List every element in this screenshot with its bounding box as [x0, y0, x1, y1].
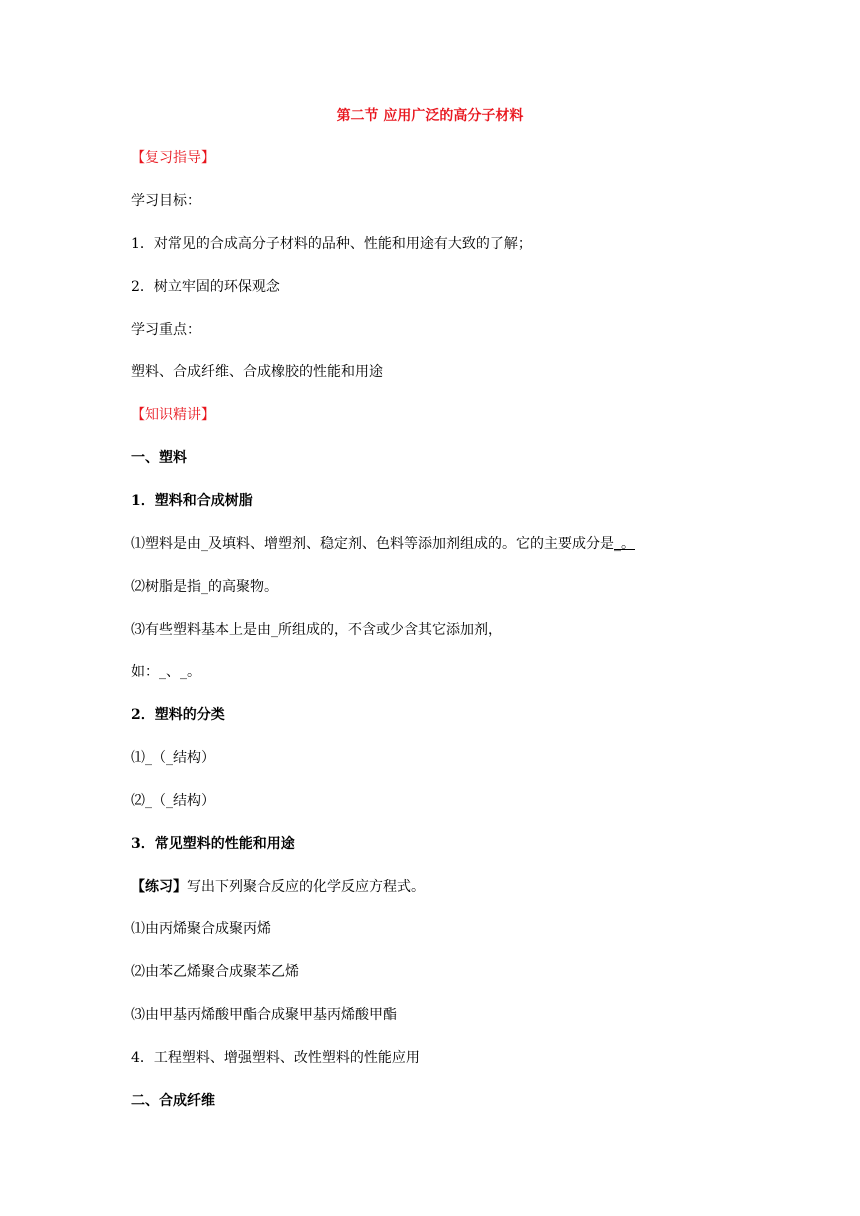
subsection-plastics-resin-heading: 1．塑料和合成树脂 — [131, 493, 253, 509]
learning-goals-label: 学习目标： — [131, 193, 201, 209]
classification-item-2: ⑵_（_结构） — [131, 793, 215, 809]
page-title: 第二节 应用广泛的高分子材料 — [336, 108, 524, 124]
knowledge-header: 【知识精讲】 — [131, 407, 215, 423]
paragraph-plastics-composition-text: ⑴塑料是由_及填料、增塑剂、稳定剂、色料等添加剂组成的。它的主要成分是 — [131, 536, 614, 552]
section-synthetic-fiber-heading: 二、合成纤维 — [131, 1093, 215, 1109]
exercise-item-3: ⑶由甲基丙烯酸甲酯合成聚甲基丙烯酸甲酯 — [131, 1007, 397, 1023]
learning-focus-text: 塑料、合成纤维、合成橡胶的性能和用途 — [131, 364, 383, 380]
subsection-classification-heading: 2．塑料的分类 — [131, 707, 225, 723]
exercise-text: 写出下列聚合反应的化学反应方程式。 — [187, 879, 425, 895]
item-engineering-plastics: 4．工程塑料、增强塑料、改性塑料的性能应用 — [131, 1050, 420, 1066]
classification-item-1: ⑴_（_结构） — [131, 750, 215, 766]
paragraph-pure-resin: ⑶有些塑料基本上是由_所组成的，不含或少含其它添加剂， — [131, 622, 502, 638]
paragraph-resin-definition: ⑵树脂是指_的高聚物。 — [131, 579, 278, 595]
learning-focus-label: 学习重点： — [131, 322, 201, 338]
exercise-label: 【练习】 — [131, 879, 187, 895]
fill-blank: _。 — [614, 536, 635, 552]
subsection-properties-heading: 3．常见塑料的性能和用途 — [131, 836, 295, 852]
learning-goal-1: 1．对常见的合成高分子材料的品种、性能和用途有大致的了解； — [131, 236, 532, 252]
paragraph-plastics-composition — [131, 534, 635, 554]
exercise-item-2: ⑵由苯乙烯聚合成聚苯乙烯 — [131, 964, 299, 980]
exercise-item-1: ⑴由丙烯聚合成聚丙烯 — [131, 921, 271, 937]
learning-goal-2: 2．树立牢固的环保观念 — [131, 279, 280, 295]
paragraph-examples: 如：_、_。 — [131, 664, 201, 680]
exercise-prompt — [131, 877, 425, 897]
review-guide-header: 【复习指导】 — [131, 150, 215, 166]
section-plastics-heading: 一、塑料 — [131, 450, 187, 466]
